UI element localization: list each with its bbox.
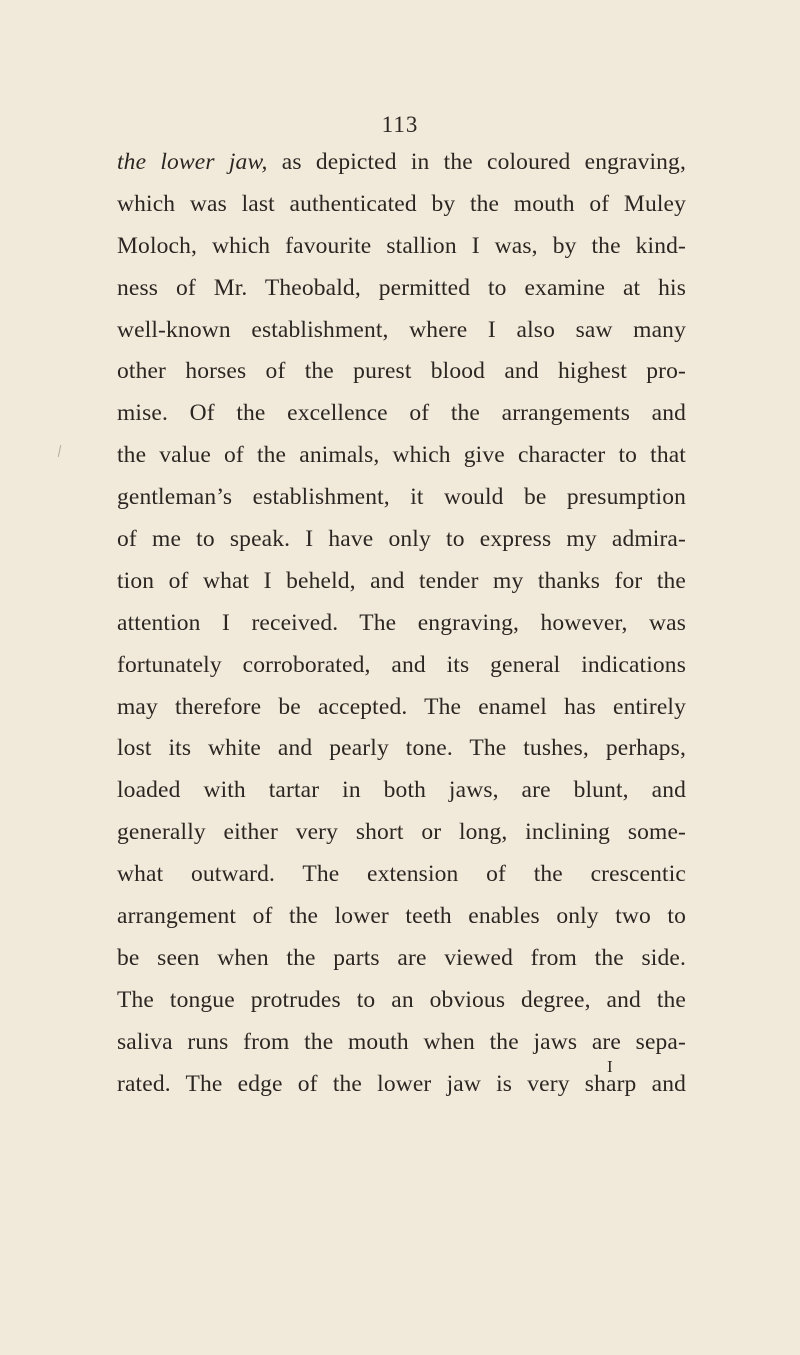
text-line: The tongue protrudes to an obvious degree, and the: [117, 986, 686, 1013]
page-number: 113: [381, 112, 419, 137]
italic-phrase: the lower jaw,: [117, 149, 268, 175]
text-line: fortunately corroborated, and its general indications: [117, 651, 686, 678]
text-line: gentleman’s establishment, it would be presumption: [117, 484, 686, 511]
text-line: mise. Of the excellence of the arrangements and: [117, 400, 686, 427]
text-line: other horses of the purest blood and highest pro-: [117, 358, 686, 385]
text-line: which was last authenticated by the mouth of Muley: [117, 190, 686, 217]
text-line: loaded with tartar in both jaws, are blunt, and: [117, 777, 686, 804]
text-line: well-known establishment, where I also saw many: [117, 316, 686, 343]
text-line: lost its white and pearly tone. The tushes, perhaps,: [117, 735, 686, 762]
text-line: [117, 142, 686, 184]
body-text: [117, 142, 686, 1105]
margin-mark: [58, 445, 61, 457]
text-line: of me to speak. I have only to express my admira-: [117, 526, 686, 553]
text-line: the value of the animals, which give character to that: [117, 442, 686, 469]
text-line: what outward. The extension of the crescentic: [117, 861, 686, 888]
text-line: tion of what I beheld, and tender my thanks for the: [117, 567, 686, 594]
text-line: may therefore be accepted. The enamel has entirely: [117, 693, 686, 720]
text-line: arrangement of the lower teeth enables only two to: [117, 903, 686, 930]
text-line: ness of Mr. Theobald, permitted to examine at his: [117, 274, 686, 301]
text-line: attention I received. The engraving, however, was: [117, 609, 686, 636]
text-line: saliva runs from the mouth when the jaws are sepa-: [117, 1028, 686, 1055]
signature-mark: I: [607, 1057, 613, 1076]
text-line-rest: as depicted in the coloured engraving,: [267, 149, 686, 175]
text-line: be seen when the parts are viewed from the side.: [117, 944, 686, 971]
text-line: rated. The edge of the lower jaw is very sharp and: [117, 1070, 686, 1097]
text-line: generally either very short or long, inclining some-: [117, 819, 686, 846]
text-line: Moloch, which favourite stallion I was, by the kind-: [117, 232, 686, 259]
